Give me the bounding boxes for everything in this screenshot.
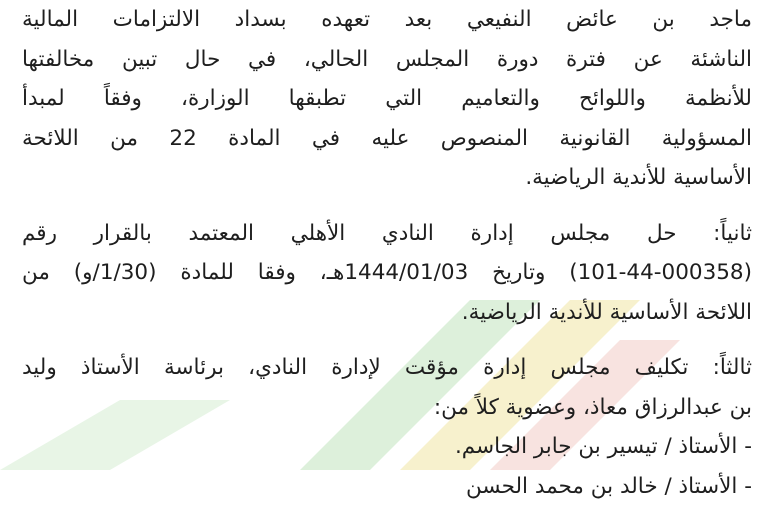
text-line: للأنظمة واللوائح والتعاميم التي تطبقها الوزارة، وفقاً لمبدأ <box>22 79 752 119</box>
text-line: المسؤولية القانونية المنصوص عليه في المادة 22 من اللائحة <box>22 119 752 159</box>
text-line: ثالثاً: تكليف مجلس إدارة مؤقت لإدارة النادي، برئاسة الأستاذ وليد <box>22 348 752 388</box>
text-line: (101-44-000358) وتاريخ 1444/01/03هـ، وفقا للمادة (1/30/و) من <box>22 253 752 293</box>
text-line: بن عبدالرزاق معاذ، وعضوية كلاً من: <box>22 388 752 428</box>
text-line: الأساسية للأندية الرياضية. <box>22 158 752 198</box>
text-line: اللائحة الأساسية للأندية الرياضية. <box>22 293 752 333</box>
paragraph-first <box>22 0 752 198</box>
list-item: - الأستاذ / تيسير بن جابر الجاسم. <box>22 427 752 467</box>
paragraph-second <box>22 214 752 333</box>
document-body <box>22 0 752 506</box>
text-line: ثانياً: حل مجلس إدارة النادي الأهلي المعتمد بالقرار رقم <box>22 214 752 254</box>
text-line: ماجد بن عائض النفيعي بعد تعهده بسداد الالتزامات المالية <box>22 0 752 40</box>
text-line: الناشئة عن فترة دورة المجلس الحالي، في حال تبين مخالفتها <box>22 40 752 80</box>
list-item: - الأستاذ / خالد بن محمد الحسن <box>22 467 752 506</box>
paragraph-third <box>22 348 752 506</box>
